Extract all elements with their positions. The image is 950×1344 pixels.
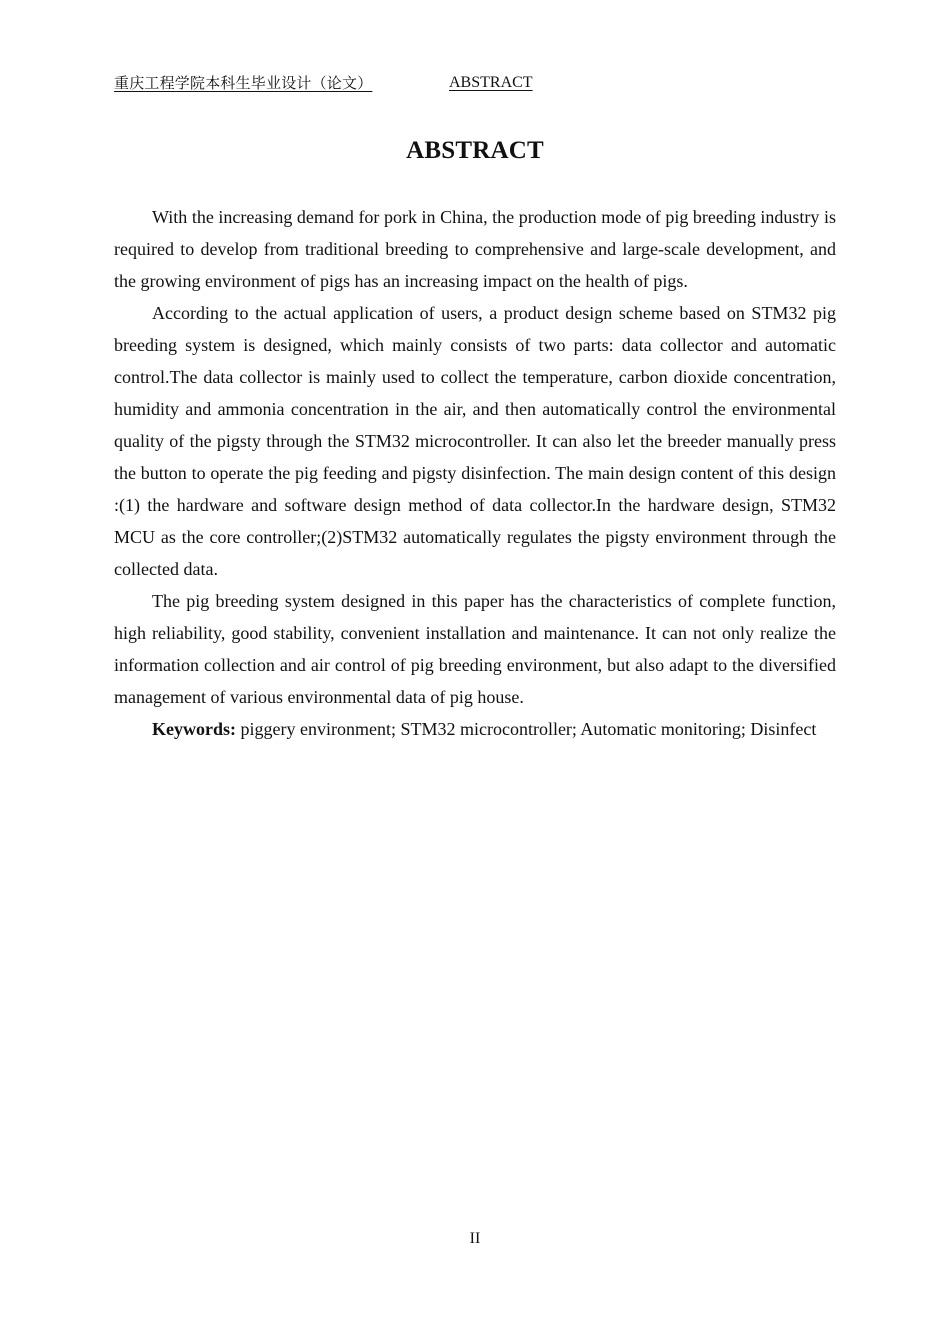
abstract-paragraph-3: The pig breeding system designed in this paper has the characteristics of complete function, high reliability, good stability, convenient installation and maintenance. It can not only realize the information collection and air control of pig breeding environment, but also adapt to the diversified management of various environmental data of pig house.: [114, 591, 836, 707]
header-section-label: ABSTRACT: [449, 74, 533, 91]
abstract-body: [114, 201, 836, 745]
keywords-label: Keywords:: [152, 719, 236, 739]
page-title: ABSTRACT: [406, 137, 544, 164]
abstract-paragraph-1: With the increasing demand for pork in China, the production mode of pig breeding industry is required to develop from traditional breeding to comprehensive and large-scale development, and the growing environment of pigs has an increasing impact on the health of pigs.: [114, 207, 836, 291]
page-number: II: [469, 1230, 481, 1247]
running-header: [114, 72, 836, 96]
keywords-line: [114, 713, 836, 745]
abstract-paragraph-2: According to the actual application of users, a product design scheme based on STM32 pig breeding system is designed, which mainly consists of two parts: data collector and automatic control.The data collector is mainly used to collect the temperature, carbon dioxide concentration, humidity and ammonia concentration in the air, and then automatically control the environmental quality of the pigsty through the STM32 microcontroller. It can also let the breeder manually press the button to operate the pig feeding and pigsty disinfection. The main design content of this design :(1) the hardware and software design method of data collector.In the hardware design, STM32 MCU as the core controller;(2)STM32 automatically regulates the pigsty environment through the collected data.: [114, 303, 836, 579]
keywords-text: piggery environment; STM32 microcontroller; Automatic monitoring; Disinfect: [236, 719, 817, 739]
header-university-thesis-label: 重庆工程学院本科生毕业设计（论文）: [114, 74, 373, 92]
